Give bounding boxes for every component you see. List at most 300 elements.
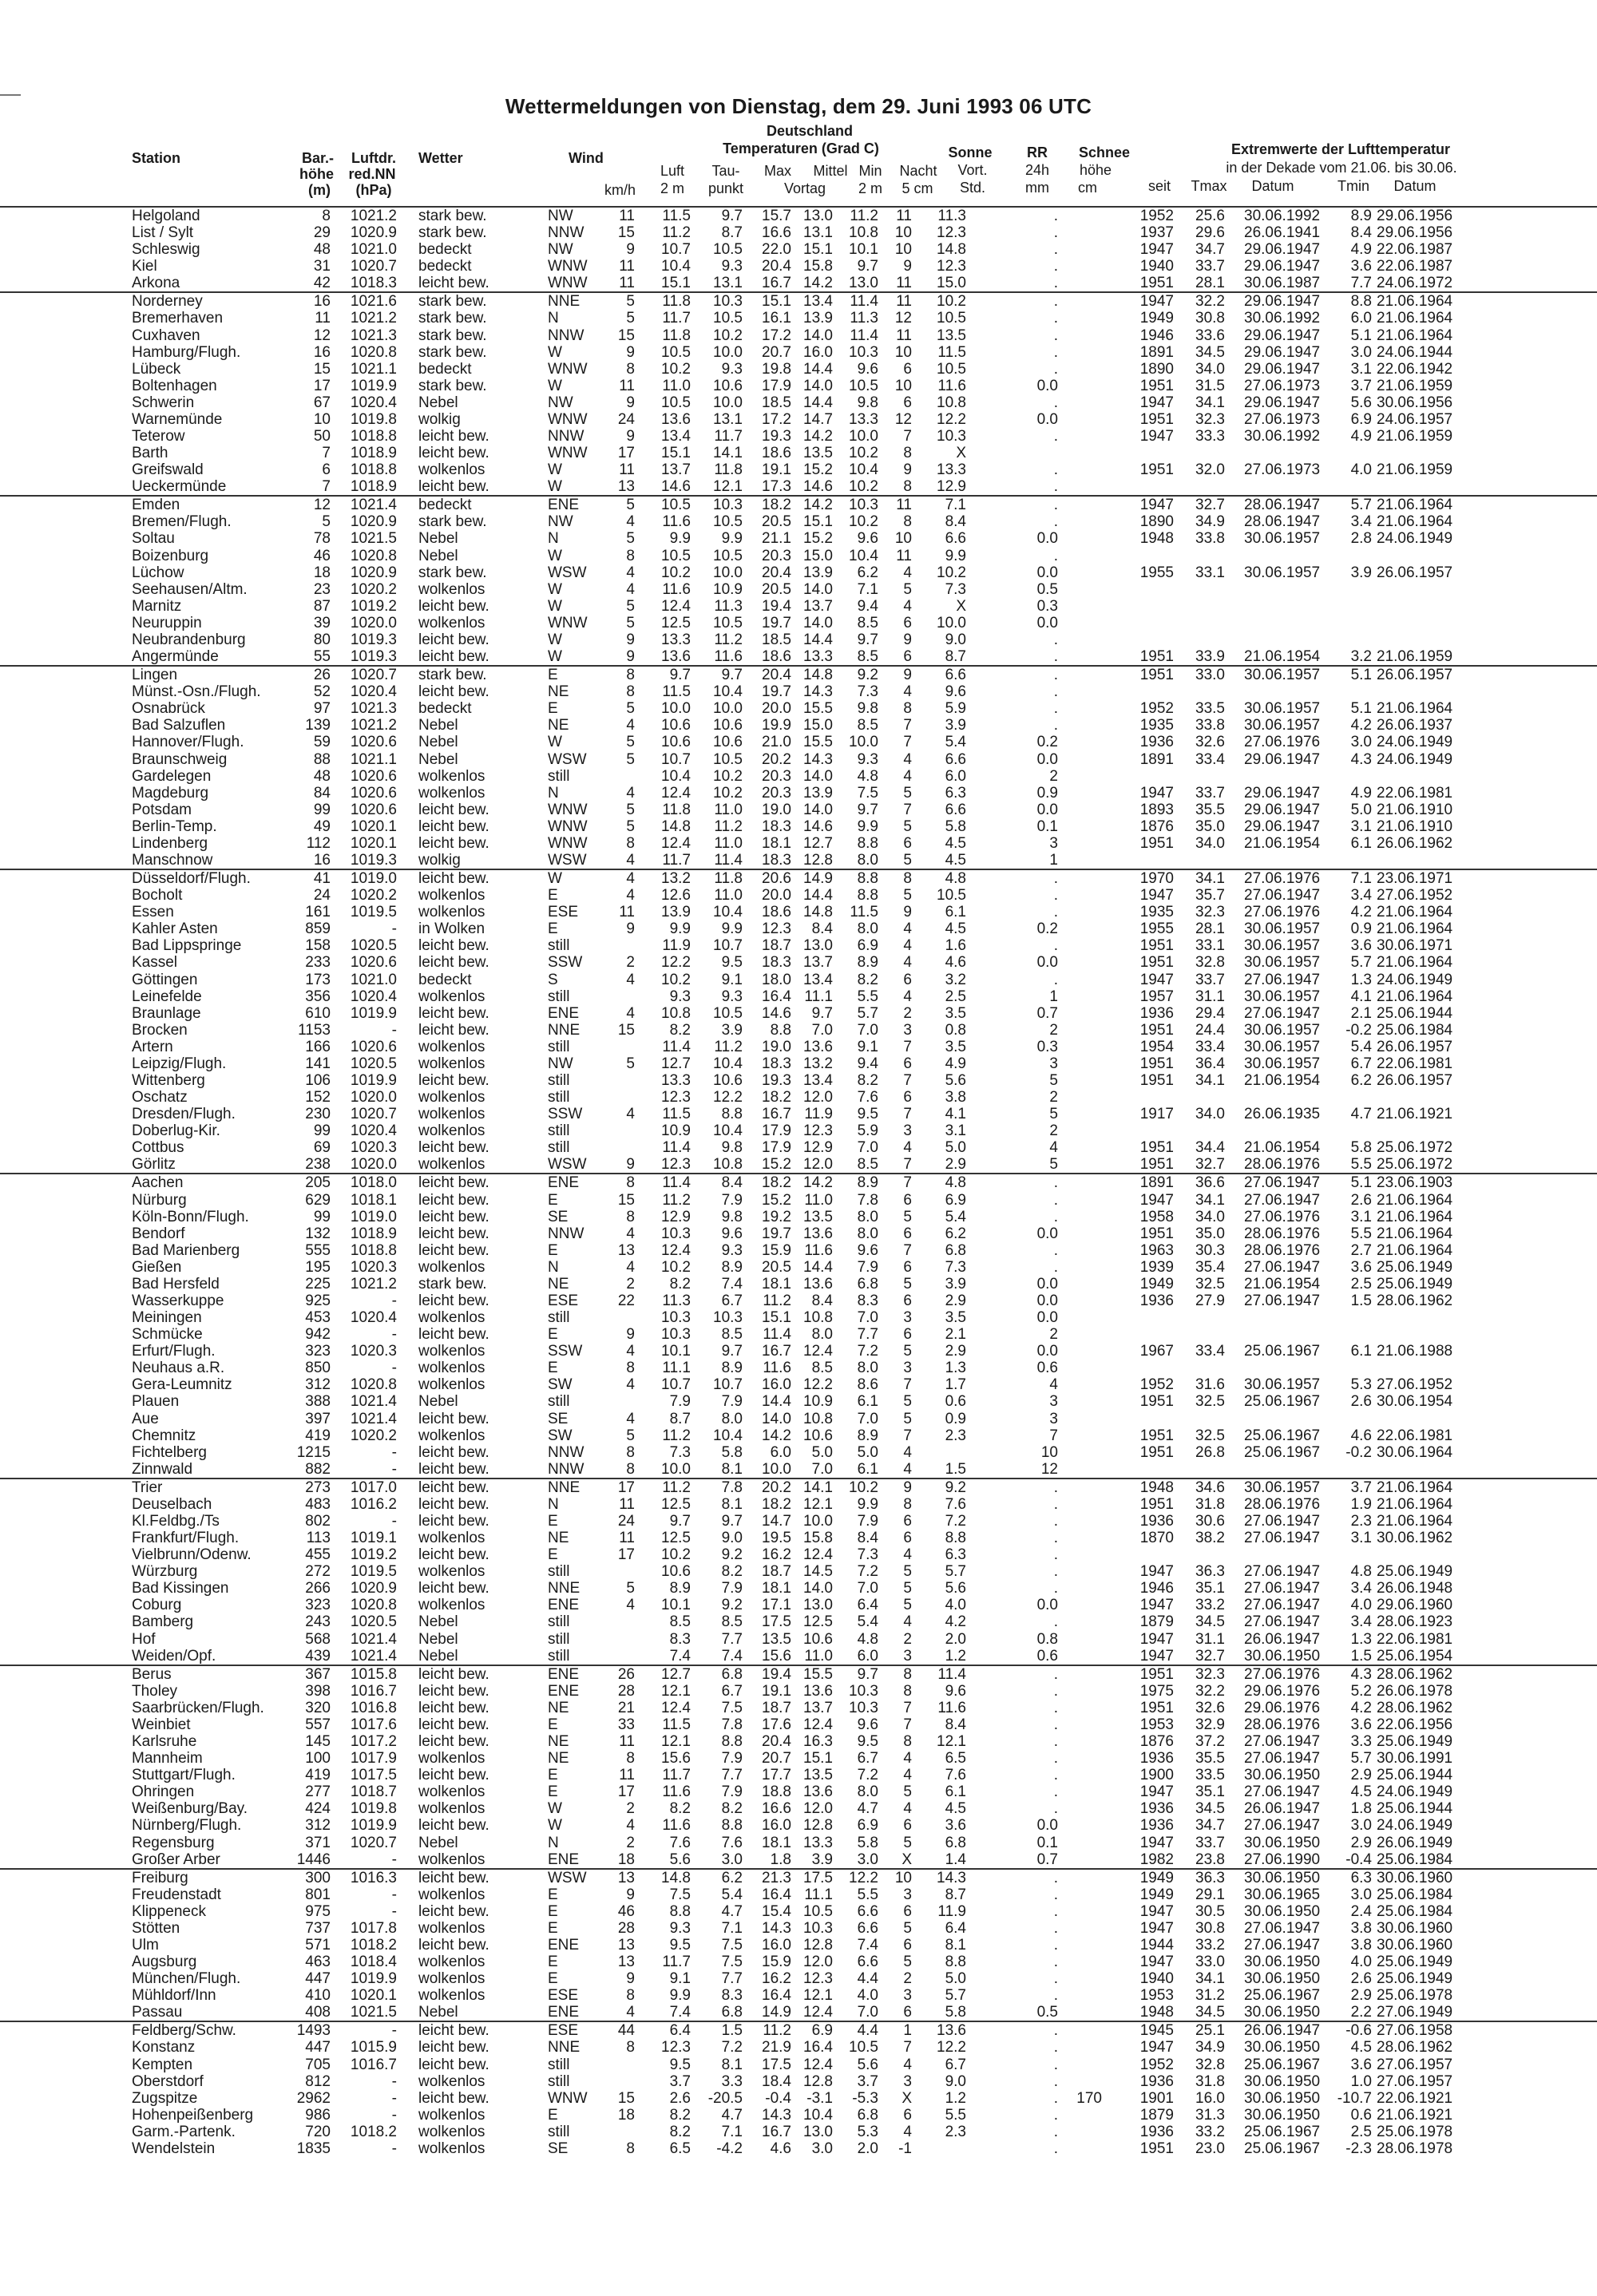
bar-height: 483 bbox=[305, 1495, 331, 1513]
weather: Nebel bbox=[418, 394, 458, 411]
sunshine-hours: 4.1 bbox=[945, 1106, 966, 1123]
temp-2m: 7.9 bbox=[669, 1393, 691, 1411]
pressure: 1015.8 bbox=[350, 1665, 397, 1683]
record-tmin: 2.3 bbox=[1350, 1513, 1372, 1530]
temp-min-5cm: 3 bbox=[903, 1309, 912, 1327]
record-tmax: 36.6 bbox=[1195, 1174, 1225, 1192]
temp-min-5cm: 7 bbox=[903, 1156, 912, 1174]
temp-min-5cm: 4 bbox=[903, 597, 912, 615]
temp-max: 18.3 bbox=[762, 817, 791, 835]
table-row bbox=[0, 241, 1597, 258]
record-tmin-date: 26.06.1957 bbox=[1377, 564, 1453, 581]
temp-mean: 14.6 bbox=[803, 478, 833, 496]
temp-2m: 12.4 bbox=[661, 1699, 691, 1716]
temp-2m: 12.3 bbox=[661, 1089, 691, 1106]
temp-max: 18.6 bbox=[762, 648, 791, 666]
record-since: 1948 bbox=[1139, 530, 1174, 548]
bar-height: 447 bbox=[305, 2039, 331, 2057]
dew-point: 10.5 bbox=[713, 547, 743, 564]
bar-height: 52 bbox=[313, 683, 331, 701]
temp-min-2m: 8.8 bbox=[857, 834, 878, 852]
precipitation: . bbox=[1053, 1513, 1058, 1530]
temp-min-2m: 7.2 bbox=[857, 1563, 878, 1581]
temp-min-5cm: 7 bbox=[903, 1038, 912, 1055]
temp-min-5cm: 6 bbox=[903, 1191, 912, 1209]
pressure: 1019.9 bbox=[350, 1970, 397, 1988]
weather: wolkenlos bbox=[418, 580, 485, 598]
record-tmin-date: 21.06.1964 bbox=[1377, 1208, 1453, 1225]
station-name: München/Flugh. bbox=[132, 1970, 241, 1988]
record-tmax: 25.6 bbox=[1195, 208, 1225, 224]
bar-height: 49 bbox=[313, 817, 331, 835]
record-tmin-date: 21.06.1910 bbox=[1377, 801, 1453, 818]
sunshine-hours: 6.6 bbox=[945, 750, 966, 768]
record-tmax: 33.1 bbox=[1195, 937, 1225, 955]
temp-min-2m: 6.0 bbox=[857, 1647, 878, 1665]
header-luft-1: Luft bbox=[660, 163, 685, 179]
bar-height: 100 bbox=[305, 1750, 331, 1768]
temp-min-2m: 5.7 bbox=[857, 1004, 878, 1022]
pressure: 1020.7 bbox=[350, 258, 397, 275]
record-tmax-date: 30.06.1992 bbox=[1244, 310, 1321, 327]
temp-min-2m: 9.7 bbox=[857, 258, 878, 275]
record-tmin-date: 26.06.1957 bbox=[1377, 1038, 1453, 1055]
precipitation: . bbox=[1053, 1530, 1058, 1547]
record-tmin-date: 24.06.1949 bbox=[1377, 530, 1453, 548]
temp-mean: 15.1 bbox=[803, 513, 833, 531]
dew-point: 9.8 bbox=[721, 1139, 743, 1157]
record-tmax: 31.1 bbox=[1195, 1630, 1225, 1648]
pressure: 1021.5 bbox=[350, 2004, 397, 2021]
station-name: Norderney bbox=[132, 293, 203, 311]
weather: bedeckt bbox=[418, 700, 472, 718]
station-name: Bocholt bbox=[132, 887, 183, 905]
table-row bbox=[0, 1376, 1597, 1393]
record-since: 1951 bbox=[1139, 1021, 1174, 1039]
temp-min-5cm: 5 bbox=[903, 784, 912, 802]
wind-speed: 4 bbox=[626, 1597, 635, 1614]
temp-mean: 14.4 bbox=[803, 360, 833, 378]
temp-min-2m: 9.3 bbox=[857, 750, 878, 768]
sunshine-hours: 4.8 bbox=[945, 1174, 966, 1192]
sunshine-hours: 2.5 bbox=[945, 988, 966, 1005]
wind-speed: 4 bbox=[626, 564, 635, 581]
weather: leicht bew. bbox=[418, 1513, 489, 1530]
sunshine-hours: 6.8 bbox=[945, 1241, 966, 1259]
wind-speed: 8 bbox=[626, 834, 635, 852]
record-tmin-date: 30.06.1960 bbox=[1377, 1936, 1453, 1954]
precipitation: 0.0 bbox=[1036, 1343, 1058, 1360]
weather: wolkenlos bbox=[418, 1563, 485, 1581]
station-name: Mannheim bbox=[132, 1750, 203, 1768]
sunshine-hours: 12.2 bbox=[937, 410, 966, 428]
bar-height: 50 bbox=[313, 428, 331, 445]
temp-2m: 8.3 bbox=[669, 1630, 691, 1648]
temp-2m: 7.6 bbox=[669, 1834, 691, 1851]
table-row bbox=[0, 2140, 1597, 2157]
weather: leicht bew. bbox=[418, 631, 489, 648]
dew-point: 10.5 bbox=[713, 1004, 743, 1022]
dew-point: 10.0 bbox=[713, 343, 743, 361]
pressure: 1020.8 bbox=[350, 343, 397, 361]
pressure: 1016.8 bbox=[350, 1699, 397, 1716]
temp-min-2m: 7.3 bbox=[857, 683, 878, 701]
weather: stark bew. bbox=[418, 208, 487, 224]
record-since: 1951 bbox=[1139, 2140, 1174, 2157]
precipitation: 0.0 bbox=[1036, 1292, 1058, 1309]
pressure: - bbox=[391, 1886, 397, 1903]
wind-speed: 9 bbox=[626, 1326, 635, 1344]
station-name: Bamberg bbox=[132, 1613, 194, 1631]
pressure: 1019.3 bbox=[350, 851, 397, 869]
record-tmin-date: 21.06.1964 bbox=[1377, 920, 1453, 938]
wind-direction: ENE bbox=[548, 1004, 580, 1022]
header-temperaturen: Temperaturen (Grad C) bbox=[723, 141, 879, 156]
record-since: 1947 bbox=[1139, 1919, 1174, 1937]
record-tmax: 32.6 bbox=[1195, 734, 1225, 751]
bar-height: 408 bbox=[305, 2004, 331, 2021]
header-bar-2: höhe bbox=[299, 166, 334, 182]
temp-max: 19.1 bbox=[762, 461, 791, 479]
temp-2m: 12.7 bbox=[661, 1055, 691, 1072]
sunshine-hours: 8.4 bbox=[945, 513, 966, 531]
bar-height: 23 bbox=[313, 580, 331, 598]
bar-height: 99 bbox=[313, 1208, 331, 1225]
bar-height: 41 bbox=[313, 870, 331, 888]
dew-point: 8.9 bbox=[721, 1360, 743, 1377]
dew-point: 7.7 bbox=[721, 1970, 743, 1988]
station-name: Gera-Leumnitz bbox=[132, 1376, 232, 1394]
temp-mean: 12.2 bbox=[803, 1376, 833, 1394]
dew-point: 7.8 bbox=[721, 1479, 743, 1496]
precipitation: . bbox=[1053, 1613, 1058, 1631]
table-row bbox=[0, 1326, 1597, 1343]
record-tmin-date: 30.06.1971 bbox=[1377, 937, 1453, 955]
dew-point: -20.5 bbox=[707, 2089, 743, 2107]
temp-max: 17.3 bbox=[762, 478, 791, 496]
record-tmin: 6.2 bbox=[1350, 1071, 1372, 1089]
temp-max: 21.1 bbox=[762, 530, 791, 548]
sunshine-hours: 5.0 bbox=[945, 1139, 966, 1157]
temp-min-2m: 12.2 bbox=[849, 1869, 878, 1886]
temp-2m: 9.5 bbox=[669, 1936, 691, 1954]
temp-max: 16.0 bbox=[762, 1817, 791, 1835]
wind-direction: W bbox=[548, 870, 562, 888]
dew-point: 7.8 bbox=[721, 1716, 743, 1733]
wind-speed: 17 bbox=[617, 1479, 635, 1496]
record-since: 1879 bbox=[1139, 1613, 1174, 1631]
dew-point: 7.7 bbox=[721, 1630, 743, 1648]
precipitation: 0.6 bbox=[1036, 1360, 1058, 1377]
record-since: 1957 bbox=[1139, 988, 1174, 1005]
header-datum-2: Datum bbox=[1393, 178, 1437, 194]
dew-point: 11.2 bbox=[714, 1038, 743, 1055]
temp-max: 17.1 bbox=[762, 1597, 791, 1614]
weather: stark bew. bbox=[418, 224, 487, 242]
record-tmin-date: 21.06.1964 bbox=[1377, 327, 1453, 344]
temp-min-2m: 8.5 bbox=[857, 1156, 878, 1174]
pressure: 1018.3 bbox=[350, 275, 397, 292]
weather: wolkenlos bbox=[418, 1055, 485, 1072]
record-tmax: 32.8 bbox=[1195, 2056, 1225, 2073]
record-tmax-date: 30.06.1957 bbox=[1244, 1038, 1321, 1055]
temp-min-2m: 8.3 bbox=[857, 1292, 878, 1309]
weather: wolkenlos bbox=[418, 1530, 485, 1547]
temp-max: 19.7 bbox=[762, 1225, 791, 1242]
station-name: Bendorf bbox=[132, 1225, 185, 1242]
record-tmin-date: 21.06.1921 bbox=[1377, 2106, 1453, 2124]
pressure: 1017.2 bbox=[350, 1733, 397, 1751]
wind-speed: 5 bbox=[626, 817, 635, 835]
bar-height: 16 bbox=[313, 293, 331, 311]
temp-2m: 10.2 bbox=[661, 564, 691, 581]
dew-point: 10.8 bbox=[713, 1156, 743, 1174]
dew-point: 7.4 bbox=[721, 1275, 743, 1292]
record-tmin-date: 28.06.1962 bbox=[1377, 1699, 1453, 1716]
record-tmax-date: 27.06.1947 bbox=[1244, 1597, 1321, 1614]
wind-speed: 5 bbox=[626, 1580, 635, 1597]
sunshine-hours: 11.6 bbox=[937, 1699, 966, 1716]
temp-mean: 12.3 bbox=[803, 1970, 833, 1988]
bar-height: 557 bbox=[305, 1716, 331, 1733]
record-tmin: 4.8 bbox=[1350, 1563, 1372, 1581]
temp-mean: 15.0 bbox=[803, 547, 833, 564]
table-row bbox=[0, 1580, 1597, 1597]
station-name: Angermünde bbox=[132, 648, 219, 666]
weather: wolkenlos bbox=[418, 1038, 485, 1055]
temp-mean: 12.8 bbox=[803, 1817, 833, 1835]
record-since: 1975 bbox=[1139, 1682, 1174, 1700]
pressure: - bbox=[391, 1292, 397, 1309]
station-name: Magdeburg bbox=[132, 784, 209, 802]
record-tmin-date: 21.06.1964 bbox=[1377, 700, 1453, 718]
record-tmax: 33.0 bbox=[1195, 1954, 1225, 1971]
record-since: 1935 bbox=[1139, 904, 1174, 921]
temp-min-5cm: 9 bbox=[903, 258, 912, 275]
table-row bbox=[0, 1563, 1597, 1580]
temp-min-5cm: 4 bbox=[903, 767, 912, 785]
bar-height: 67 bbox=[313, 394, 331, 411]
bar-height: 453 bbox=[305, 1309, 331, 1327]
temp-2m: 12.1 bbox=[661, 1682, 691, 1700]
bar-height: 10 bbox=[313, 410, 331, 428]
wind-speed: 11 bbox=[619, 377, 635, 394]
temp-min-2m: 10.4 bbox=[849, 547, 878, 564]
station-name: Stuttgart/Flugh. bbox=[132, 1767, 236, 1784]
temp-mean: 13.6 bbox=[803, 1682, 833, 1700]
record-tmin: 3.6 bbox=[1350, 1258, 1372, 1276]
bar-height: 277 bbox=[305, 1783, 331, 1801]
temp-max: 19.7 bbox=[762, 614, 791, 631]
temp-mean: 14.4 bbox=[803, 1258, 833, 1276]
temp-max: 20.3 bbox=[762, 784, 791, 802]
bar-height: 106 bbox=[305, 1071, 331, 1089]
record-tmin-date: 27.06.1958 bbox=[1377, 2022, 1453, 2040]
pressure: 1017.5 bbox=[350, 1767, 397, 1784]
temp-mean: 14.3 bbox=[803, 750, 833, 768]
weather: wolkenlos bbox=[418, 1122, 485, 1140]
record-tmin: 6.1 bbox=[1350, 1343, 1372, 1360]
wind-speed: 4 bbox=[626, 1004, 635, 1022]
temp-max: 20.5 bbox=[762, 1258, 791, 1276]
sunshine-hours: 0.9 bbox=[945, 1410, 966, 1427]
record-tmin: 1.5 bbox=[1350, 1292, 1372, 1309]
dew-point: 9.2 bbox=[721, 1597, 743, 1614]
table-row bbox=[0, 1427, 1597, 1444]
record-tmin-date: 22.06.1981 bbox=[1377, 784, 1453, 802]
record-tmin-date: 28.06.1978 bbox=[1377, 2140, 1453, 2157]
dew-point: 11.6 bbox=[714, 648, 743, 666]
record-tmin: 2.6 bbox=[1350, 1393, 1372, 1411]
dew-point: 7.9 bbox=[721, 1393, 743, 1411]
record-tmin-date: 25.06.1944 bbox=[1377, 1004, 1453, 1022]
record-tmax-date: 30.06.1957 bbox=[1244, 1376, 1321, 1394]
temp-max: 11.4 bbox=[763, 1326, 791, 1344]
dew-point: 10.0 bbox=[713, 564, 743, 581]
dew-point: 10.3 bbox=[713, 497, 743, 514]
pressure: 1020.9 bbox=[350, 224, 397, 242]
sunshine-hours: 2.1 bbox=[945, 1326, 966, 1344]
sunshine-hours: 2.9 bbox=[945, 1292, 966, 1309]
temp-max: 16.4 bbox=[762, 1886, 791, 1903]
temp-min-5cm: 3 bbox=[903, 2072, 912, 2090]
header-wetter: Wetter bbox=[418, 150, 463, 166]
record-tmin-date: 30.06.1954 bbox=[1377, 1393, 1453, 1411]
temp-2m: 10.6 bbox=[661, 717, 691, 734]
record-tmax: 30.8 bbox=[1195, 310, 1225, 327]
table-row bbox=[0, 1106, 1597, 1122]
record-tmax: 33.7 bbox=[1195, 258, 1225, 275]
precipitation: . bbox=[1053, 1563, 1058, 1581]
station-name: Neuhaus a.R. bbox=[132, 1360, 225, 1377]
header-wind: Wind bbox=[569, 150, 604, 166]
sunshine-hours: 8.1 bbox=[945, 1936, 966, 1954]
weather: leicht bew. bbox=[418, 428, 489, 445]
record-tmin-date: 30.06.1956 bbox=[1377, 394, 1453, 411]
sunshine-hours: 10.2 bbox=[937, 293, 966, 311]
temp-min-2m: 8.0 bbox=[857, 851, 878, 869]
table-row bbox=[0, 1733, 1597, 1750]
temp-min-2m: 2.0 bbox=[857, 2140, 878, 2157]
record-tmax-date: 30.06.1957 bbox=[1244, 717, 1321, 734]
sunshine-hours: 1.4 bbox=[945, 1851, 966, 1868]
temp-mean: 12.4 bbox=[803, 1716, 833, 1733]
pressure: 1021.1 bbox=[350, 750, 397, 768]
weather: wolkenlos bbox=[418, 2106, 485, 2124]
station-name: Kahler Asten bbox=[132, 920, 218, 938]
record-tmax: 32.3 bbox=[1195, 1665, 1225, 1683]
bar-height: 5 bbox=[322, 513, 331, 531]
temp-min-2m: 7.6 bbox=[857, 1089, 878, 1106]
wind-direction: still bbox=[548, 1122, 570, 1140]
pressure: 1021.0 bbox=[350, 241, 397, 259]
record-tmax-date: 27.06.1947 bbox=[1244, 1783, 1321, 1801]
sunshine-hours: 3.9 bbox=[945, 1275, 966, 1292]
record-tmax: 33.6 bbox=[1195, 327, 1225, 344]
pressure: 1021.3 bbox=[350, 327, 397, 344]
station-name: Weißenburg/Bay. bbox=[132, 1800, 248, 1818]
record-tmax: 32.7 bbox=[1195, 497, 1225, 514]
table-row bbox=[0, 751, 1597, 768]
wind-direction: WNW bbox=[548, 614, 588, 631]
wind-speed: 9 bbox=[626, 343, 635, 361]
temp-2m: 13.6 bbox=[661, 648, 691, 666]
temp-min-2m: 5.5 bbox=[857, 1886, 878, 1903]
temp-mean: 14.6 bbox=[803, 817, 833, 835]
temp-max: 16.7 bbox=[762, 1343, 791, 1360]
wind-speed: 2 bbox=[626, 1800, 635, 1818]
dew-point: -4.2 bbox=[716, 2140, 743, 2157]
record-tmin-date: 30.06.1960 bbox=[1377, 1919, 1453, 1937]
weather: wolkenlos bbox=[418, 1597, 485, 1614]
record-since: 1891 bbox=[1139, 1174, 1174, 1192]
table-row bbox=[0, 904, 1597, 920]
record-tmin-date: 21.06.1964 bbox=[1377, 1225, 1453, 1242]
wind-speed: 8 bbox=[626, 1443, 635, 1461]
station-name: Berlin-Temp. bbox=[132, 817, 217, 835]
table-row bbox=[0, 310, 1597, 327]
sunshine-hours: 5.4 bbox=[945, 1208, 966, 1225]
wind-speed: 15 bbox=[617, 1021, 635, 1039]
temp-mean: 14.0 bbox=[803, 767, 833, 785]
pressure: 1020.4 bbox=[350, 683, 397, 701]
temp-2m: 12.5 bbox=[661, 1530, 691, 1547]
bar-height: 882 bbox=[305, 1460, 331, 1478]
pressure: 1019.9 bbox=[350, 1817, 397, 1835]
station-name: Bad Lippspringe bbox=[132, 937, 242, 955]
dew-point: 9.8 bbox=[721, 1208, 743, 1225]
temp-min-2m: 7.0 bbox=[857, 1021, 878, 1039]
wind-direction: NE bbox=[548, 1275, 569, 1292]
bar-height: 15 bbox=[313, 360, 331, 378]
table-row bbox=[0, 1546, 1597, 1563]
wind-direction: WSW bbox=[548, 1156, 587, 1174]
record-since: 1951 bbox=[1139, 937, 1174, 955]
dew-point: 8.1 bbox=[721, 1495, 743, 1513]
temp-min-5cm: 5 bbox=[903, 1275, 912, 1292]
temp-max: 16.0 bbox=[762, 1376, 791, 1394]
dew-point: 11.0 bbox=[714, 801, 743, 818]
table-row bbox=[0, 1343, 1597, 1360]
record-tmax: 32.5 bbox=[1195, 1427, 1225, 1444]
temp-max: 11.2 bbox=[763, 2022, 791, 2040]
record-tmax: 33.2 bbox=[1195, 2123, 1225, 2140]
record-tmax: 34.1 bbox=[1195, 1191, 1225, 1209]
sunshine-hours: 14.8 bbox=[937, 241, 966, 259]
temp-2m: 9.9 bbox=[669, 1987, 691, 2005]
bar-height: 568 bbox=[305, 1630, 331, 1648]
bar-height: 24 bbox=[313, 887, 331, 905]
wind-direction: WNW bbox=[548, 410, 588, 428]
temp-min-2m: 9.1 bbox=[857, 1038, 878, 1055]
temp-min-2m: 4.7 bbox=[857, 1800, 878, 1818]
temp-min-5cm: 7 bbox=[903, 1071, 912, 1089]
temp-2m: 2.6 bbox=[669, 2089, 691, 2107]
station-name: Fichtelberg bbox=[132, 1443, 207, 1461]
record-tmin-date: 28.06.1962 bbox=[1377, 2039, 1453, 2057]
precipitation: . bbox=[1053, 1733, 1058, 1751]
table-row bbox=[0, 1700, 1597, 1716]
record-tmax: 33.0 bbox=[1195, 667, 1225, 684]
record-tmin: 3.6 bbox=[1350, 937, 1372, 955]
wind-direction: W bbox=[548, 631, 562, 648]
wind-direction: W bbox=[548, 377, 562, 394]
dew-point: 8.7 bbox=[721, 224, 743, 242]
table-row bbox=[0, 1954, 1597, 1970]
sunshine-hours: 5.7 bbox=[945, 1987, 966, 2005]
table-row bbox=[0, 954, 1597, 971]
record-tmin: 7.1 bbox=[1350, 870, 1372, 888]
